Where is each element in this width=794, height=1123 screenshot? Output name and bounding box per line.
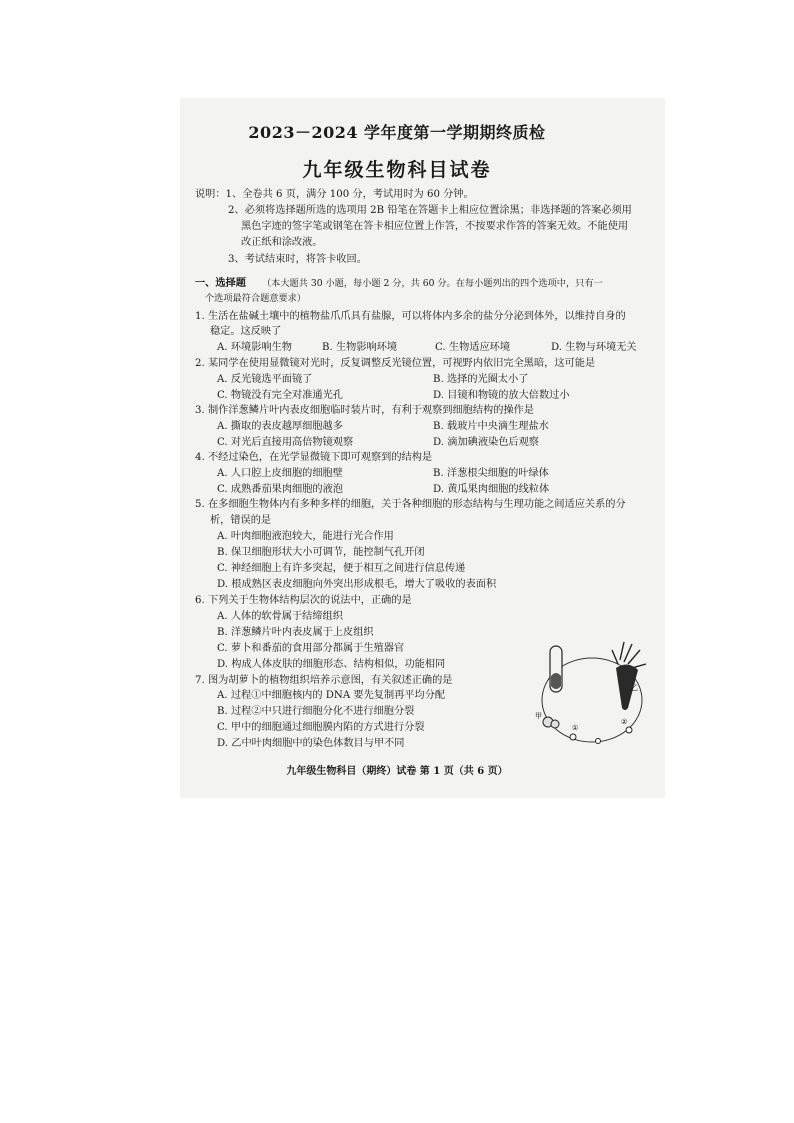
question-6-option-b: B. 洋葱鳞片叶内表皮属于上皮组织 [217,627,374,638]
question-2-option-b: B. 选择的光圈太小了 [433,374,529,385]
question-2-option-a: A. 反光镜选平面镜了 [217,374,313,385]
cell-icon [626,727,632,733]
exam-title: 2023－2024 学年度第一学期期终质检 [248,123,546,142]
diagram-label-1: ① [572,724,579,732]
question-1-stem-cont: 稳定。这反映了 [210,326,282,337]
question-7-option-a: A. 过程①中细胞核内的 DNA 要先复制再平均分配 [217,690,446,701]
question-7-option-d: D. 乙中叶肉细胞中的染色体数目与甲不同 [217,738,405,749]
question-6-option-d: D. 构成人体皮肤的细胞形态、结构相似，功能相同 [217,659,446,670]
question-5-option-d: D. 根成熟区表皮细胞向外突出形成根毛，增大了吸收的表面积 [217,579,497,590]
question-4-option-b: B. 洋葱根尖细胞的叶绿体 [433,468,549,479]
question-4-option-c: C. 成熟番茄果肉细胞的液泡 [217,484,343,495]
exam-subtitle: 九年级生物科目试卷 [302,159,492,181]
question-3-option-a: A. 撕取的表皮越厚细胞越多 [217,421,343,432]
question-5-option-b: B. 保卫细胞形状大小可调节，能控制气孔开闭 [217,547,425,558]
diagram-label-yi: 乙 [631,684,638,692]
cell-icon [596,739,601,744]
question-5-option-c: C. 神经细胞上有许多突起，便于相互之间进行信息传递 [217,563,466,574]
question-2-stem: 2. 某同学在使用显微镜对光时，反复调整反光镜位置，可视野内依旧完全黑暗，这可能是 [195,358,596,369]
diagram-label-jia: 甲 [535,712,542,720]
question-1-option-c: C. 生物适应环境 [435,342,511,353]
question-5-option-a: A. 叶肉细胞液泡较大，能进行光合作用 [217,531,394,542]
instruction-line-2: 2、必须将选择题所选的选项用 2B 铅笔在答题卡上相应位置涂黑；非选择题的答案必须用 [228,205,632,216]
question-3-stem: 3. 制作洋葱鳞片叶内表皮细胞临时装片时，有利于观察到细胞结构的操作是 [195,405,534,416]
question-6-stem: 6. 下列关于生物体结构层次的说法中，正确的是 [195,595,412,606]
question-1-option-d: D. 生物与环境无关 [551,342,637,353]
question-7-option-c: C. 甲中的细胞通过细胞膜内陷的方式进行分裂 [217,722,425,733]
tube-plantlet-icon [551,673,561,689]
instruction-line-4: 改正纸和涂改液。 [241,237,323,248]
question-4-option-d: D. 黄瓜果肉细胞的线粒体 [433,484,550,495]
question-6-option-c: C. 萝卜和番茄的食用部分都属于生殖器官 [217,643,405,654]
question-2-option-d: D. 目镜和物镜的放大倍数过小 [433,390,570,401]
section-note-1: （本大题共 30 小题，每小题 2 分，共 60 分。在每小题列出的四个选项中，只有一 [262,278,603,289]
question-5-stem: 5. 在多细胞生物体内有多种多样的细胞，关于各种细胞的形态结构与生理功能之间适应关系的分 [195,499,626,510]
instruction-line-5: 3、考试结束时，将答卡收回。 [228,254,367,265]
question-1-option-a: A. 环境影响生物 [217,342,292,353]
question-7-option-b: B. 过程②中只进行细胞分化不进行细胞分裂 [217,706,415,717]
section-note-2: 个选项最符合题意要求） [205,293,307,304]
question-3-option-d: D. 滴加碘液染色后观察 [433,437,539,448]
cell-cluster-icon [551,720,559,728]
cell-icon [570,734,576,740]
question-4-stem: 4. 不经过染色，在光学显微镜下即可观察到的结构是 [195,452,433,463]
question-6-option-a: A. 人体的软骨属于结缔组织 [217,611,343,622]
instruction-line-1: 说明：1、全卷共 6 页，满分 100 分，考试用时为 60 分钟。 [195,189,474,200]
carrot-tissue-culture-diagram [528,638,662,750]
instruction-line-3: 黑色字迹的签字笔或钢笔在答卡相应位置上作答，不按要求作答的答案无效。不能使用 [241,221,629,232]
section-title: 一、选择题 [195,277,246,289]
question-1-stem: 1. 生活在盐碱土壤中的植物盐爪爪具有盐腺，可以将体内多余的盐分分泌到体外，以维持自身的 [195,311,626,322]
question-2-option-c: C. 物镜没有完全对准通光孔 [217,390,343,401]
question-4-option-a: A. 人口腔上皮细胞的细胞壁 [217,468,343,479]
question-1-option-b: B. 生物影响环境 [322,342,398,353]
question-3-option-b: B. 载玻片中央滴生理盐水 [433,421,549,432]
diagram-label-2: ② [621,718,628,726]
question-7-stem: 7. 图为胡萝卜的植物组织培养示意图，有关叙述正确的是 [195,675,453,686]
question-5-stem-cont: 析，错误的是 [210,515,272,526]
question-3-option-c: C. 对光后直接用高倍物镜观察 [217,437,354,448]
page-footer: 九年级生物科目（期终）试卷 第 1 页（共 6 页） [286,766,508,777]
